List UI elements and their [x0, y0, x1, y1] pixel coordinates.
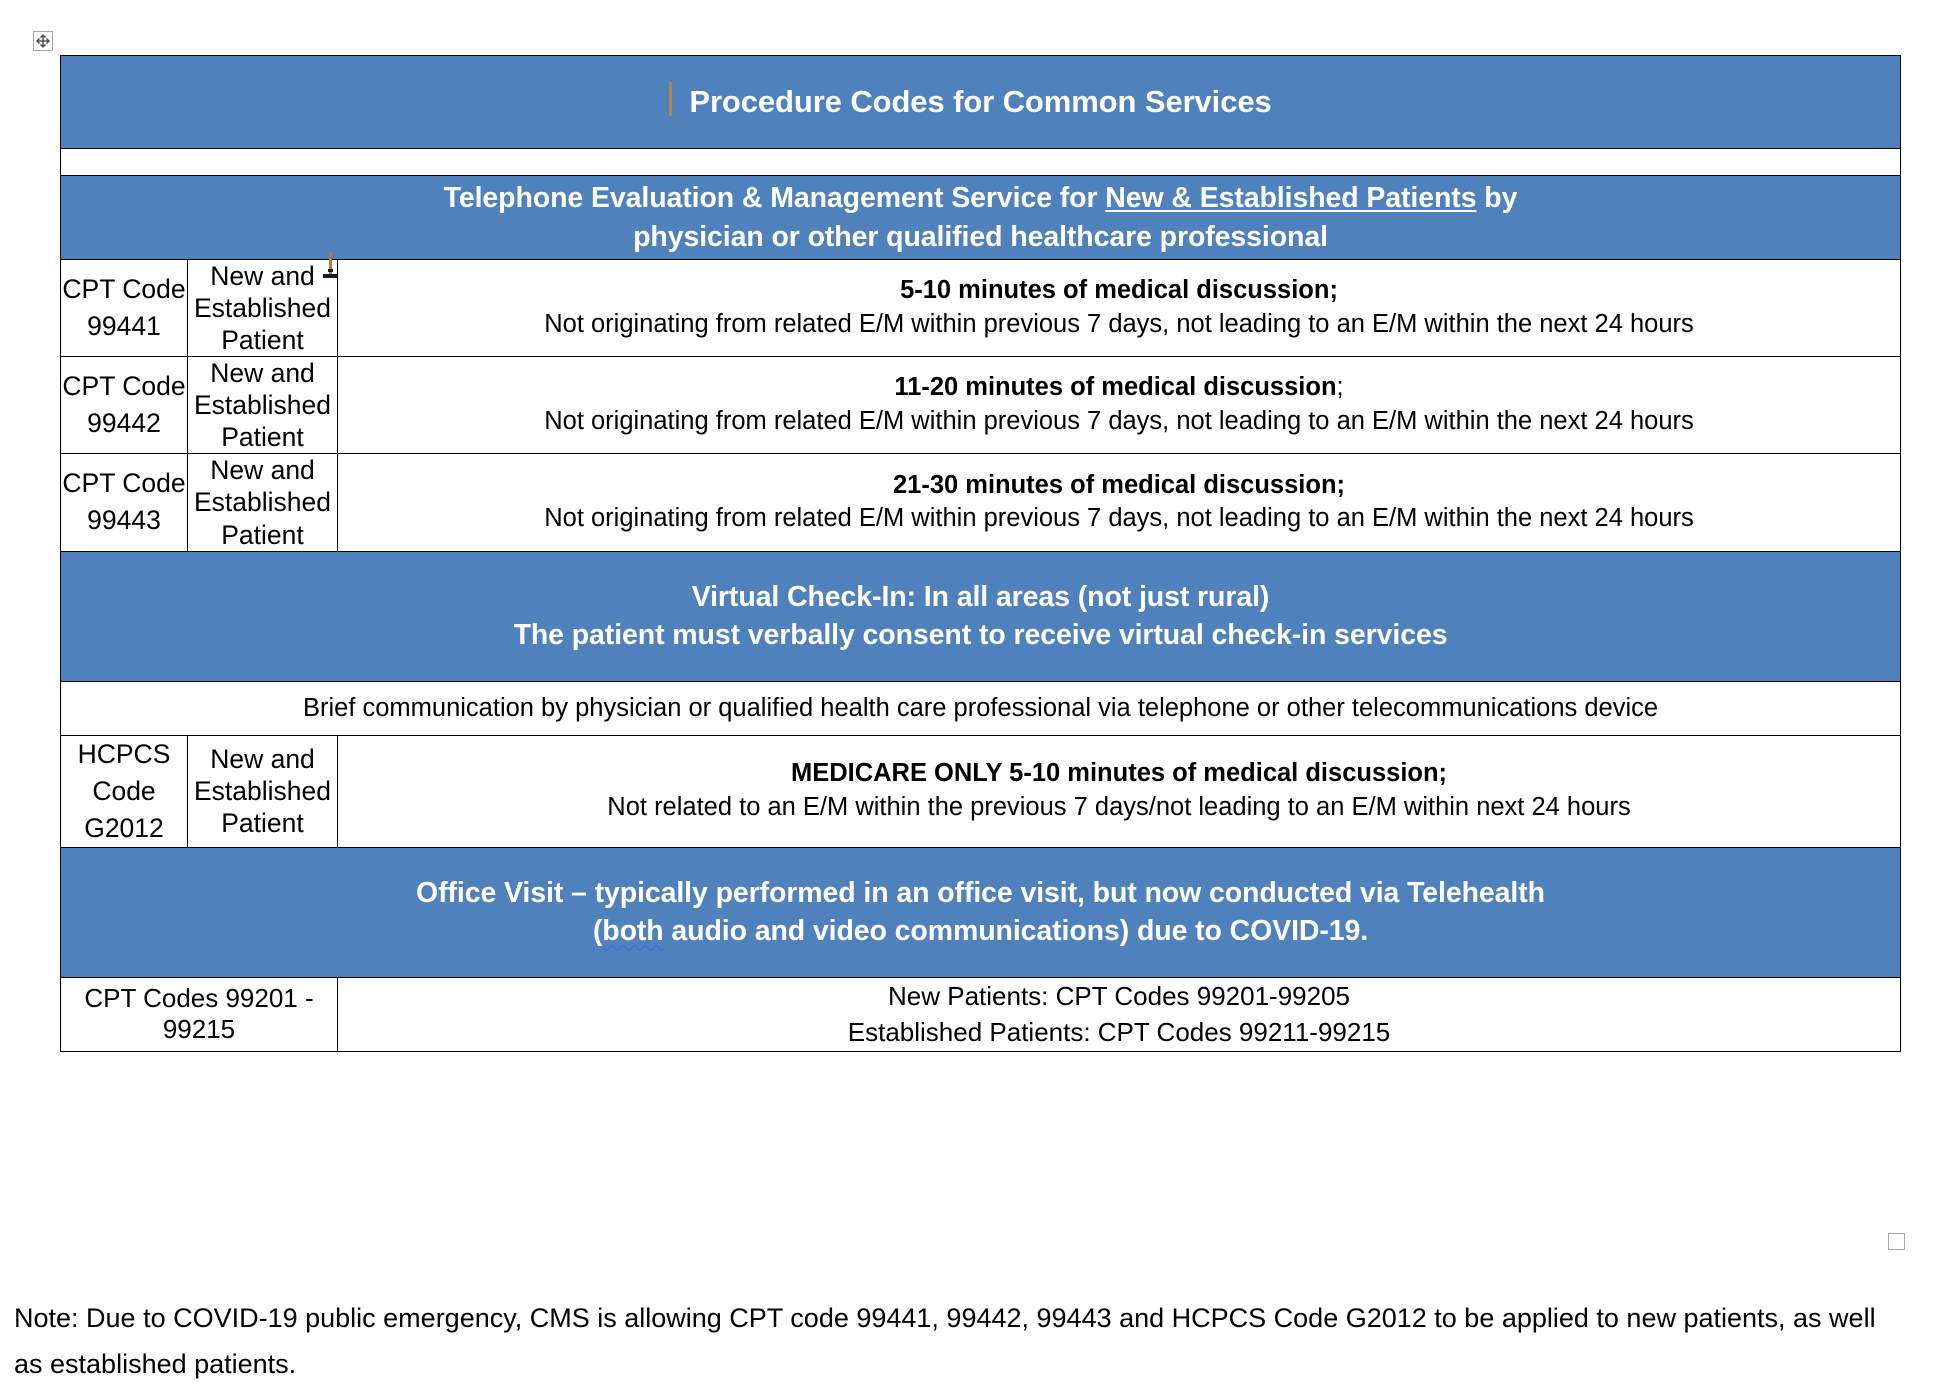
section-heading-telephone-em — [61, 176, 1901, 260]
final-desc-line2: Established Patients: CPT Codes 99211-99215 — [847, 1017, 1391, 1048]
cell-code-99442 — [61, 357, 188, 454]
cell-patient-99441: New and Established Patient — [188, 260, 338, 357]
cell-patient-99443: New and Established Patient — [188, 454, 338, 551]
desc-rest-g2012: Not related to an E/M within the previous 7 days/not leading to an E/M within next 24 hours — [607, 793, 1631, 822]
cell-code-g2012 — [61, 735, 188, 847]
cell-desc-99443 — [338, 454, 1901, 551]
cell-patient-g2012: New and Established Patient — [188, 735, 338, 847]
code-number: 99441 — [87, 311, 161, 342]
desc-bold-99442: 11-20 minutes of medical discussion — [894, 373, 1337, 402]
section1-heading-line2: physician or other qualified healthcare professional — [633, 220, 1328, 253]
cell-desc-g2012 — [338, 735, 1901, 847]
desc-bold-99441: 5-10 minutes of medical discussion; — [900, 276, 1338, 305]
table-row — [61, 551, 1901, 681]
section-heading-virtual-checkin — [61, 551, 1901, 681]
table-row — [61, 681, 1901, 735]
desc-rest-99442: Not originating from related E/M within previous 7 days, not leading to an E/M within the next 24 hours — [544, 407, 1694, 436]
section3-heading-line2-spellcheck: (both — [592, 915, 664, 948]
desc-rest-99441: Not originating from related E/M within previous 7 days, not leading to an E/M within the next 24 hours — [544, 310, 1694, 339]
cell-desc-99442 — [338, 357, 1901, 454]
cell-code-99443 — [61, 454, 188, 551]
procedure-codes-table — [60, 55, 1901, 1052]
spacer-row — [61, 149, 1901, 176]
section3-heading-line2-rest: audio and video communications) due to COVID-19. — [663, 915, 1369, 948]
table-move-handle-icon[interactable] — [33, 31, 53, 51]
table-row — [61, 176, 1901, 260]
code-number: 99443 — [87, 505, 161, 536]
section2-heading-line2: The patient must verbally consent to receive virtual check-in services — [513, 619, 1448, 652]
section1-heading-underlined: New & Established Patients — [1105, 182, 1477, 215]
table-row — [61, 977, 1901, 1051]
text-caret — [669, 82, 672, 116]
section1-heading-line1-tail: by — [1476, 182, 1518, 215]
code-label: CPT Code — [62, 274, 186, 304]
code-number: 99442 — [87, 408, 161, 439]
section1-heading-line1-lead: Telephone Evaluation & Management Service for — [443, 182, 1106, 215]
cell-code-99441 — [61, 260, 188, 357]
table-title: Procedure Codes for Common Services — [61, 56, 1901, 149]
section3-heading-line1: Office Visit – typically performed in an office visit, but now conducted via Telehealth — [416, 877, 1545, 910]
footer-note: Note: Due to COVID-19 public emergency, CMS is allowing CPT code 99441, 99442, 99443 and HCPCS Code G2012 to be applied to new patients, as well as established patients. — [14, 1303, 1876, 1380]
desc-bold-g2012: MEDICARE ONLY 5-10 minutes of medical discussion; — [790, 759, 1448, 788]
desc-bold-tail-99442: ; — [1336, 373, 1344, 402]
brief-communication-note: Brief communication by physician or qualified health care professional via telephone or other telecommunications device — [61, 681, 1901, 735]
code-number: G2012 — [84, 812, 164, 843]
table-row — [61, 847, 1901, 977]
cell-desc-99441 — [338, 260, 1901, 357]
final-desc-line1: New Patients: CPT Codes 99201-99205 — [887, 980, 1351, 1011]
mouse-ibeam-cursor-icon — [323, 252, 337, 282]
section2-heading-line1: Virtual Check-In: In all areas (not just rural) — [691, 580, 1270, 613]
cell-desc-99201-99215 — [338, 977, 1901, 1051]
table-row — [61, 454, 1901, 551]
table-row-spacer — [61, 149, 1901, 176]
table-row — [61, 357, 1901, 454]
table-row — [61, 735, 1901, 847]
cell-code-99201-99215: CPT Codes 99201 - 99215 — [61, 977, 338, 1051]
cell-patient-99442: New and Established Patient — [188, 357, 338, 454]
section-heading-office-visit — [61, 847, 1901, 977]
code-label: CPT Code — [62, 468, 186, 499]
desc-bold-99443: 21-30 minutes of medical discussion; — [892, 470, 1346, 499]
code-label: CPT Code — [62, 371, 186, 402]
code-label: HCPCS Code — [77, 738, 171, 806]
desc-rest-99443: Not originating from related E/M within previous 7 days, not leading to an E/M within the next 24 hours — [544, 504, 1694, 533]
table-row — [61, 56, 1901, 149]
table-resize-handle[interactable] — [1888, 1233, 1905, 1250]
